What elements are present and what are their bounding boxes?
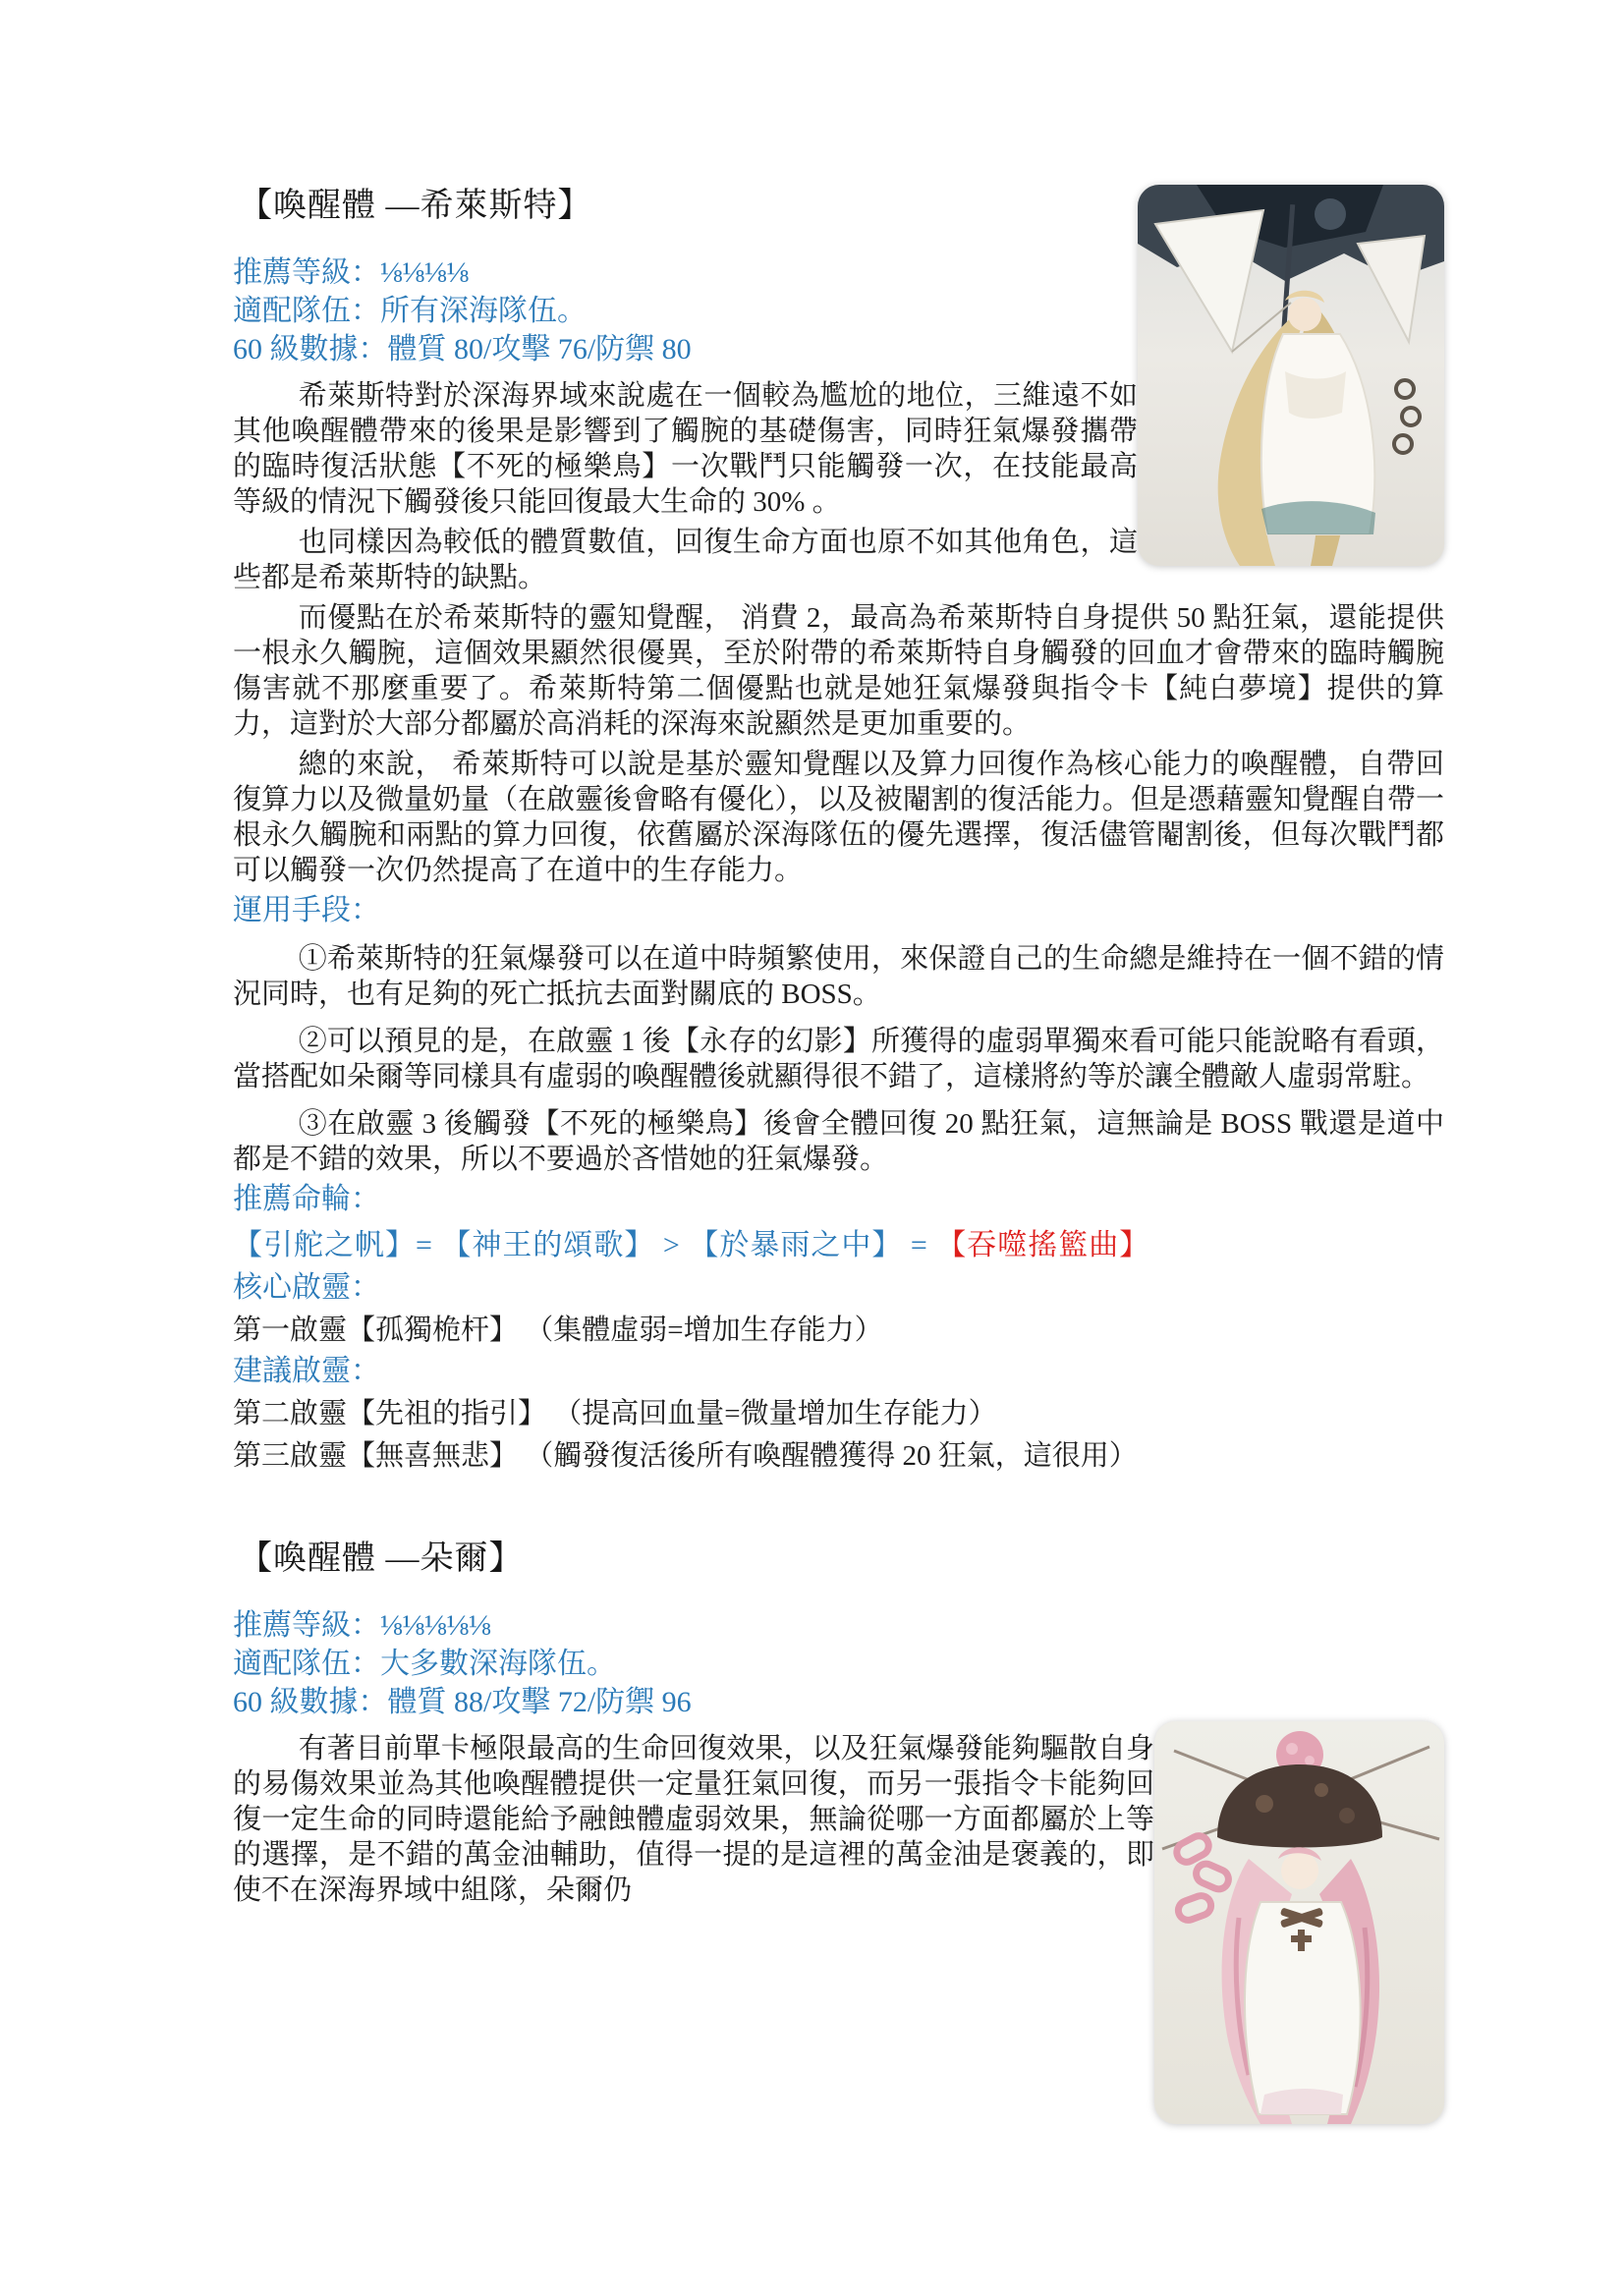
- s1-stats-line: 60 級數據：體質 80/攻擊 76/防禦 80: [233, 333, 692, 365]
- s1-wheel-red-part: 【吞噬搖籃曲】: [936, 1229, 1150, 1261]
- duoer-artwork: [1154, 1721, 1444, 2124]
- s1-wheel-blue-part: 【引舵之帆】= 【神王的頌歌】 > 【於暴雨之中】 =: [233, 1229, 937, 1261]
- section2-title: 【喚醒體 —朵爾】: [239, 1540, 524, 1577]
- s1-paragraph-3: 而優點在於希萊斯特的靈知覺醒， 消費 2，最高為希萊斯特自身提供 50 點狂氣，還能提供一根永久觸腕，這個效果顯然很優異，至於附帶的希萊斯特自身觸發的回血才會帶來的臨時觸腕傷害就不那麼重要了。希萊斯特第二個優點也就是她狂氣爆發與指令卡【純白夢境】提供的算力，這對於大部分都屬於高消耗的深海來說顯然是更加重要的。: [233, 602, 1444, 740]
- s1-awakening-3: 第三啟靈【無喜無悲】 （觸發復活後所有喚醒體獲得 20 狂氣，這很用）: [233, 1440, 1138, 1472]
- s1-usage-point-1: ①希萊斯特的狂氣爆發可以在道中時頻繁使用，來保證自己的生命總是維持在一個不錯的情況同時，也有足夠的死亡抵抗去面對關底的 BOSS。: [233, 943, 1444, 1010]
- s2-rating-line: 推薦等級：⅛⅛⅛⅛⅛: [233, 1609, 491, 1642]
- hilaiste-artwork: [1138, 185, 1444, 566]
- s1-wheel-label: 推薦命輪：: [233, 1183, 380, 1215]
- s1-rating-line: 推薦等級：⅛⅛⅛⅛: [233, 256, 469, 289]
- s1-usage-label: 運用手段：: [233, 894, 380, 926]
- s2-stats-line: 60 級數據：體質 88/攻擊 72/防禦 96: [233, 1686, 692, 1718]
- s1-usage-point-2: ②可以預見的是，在啟靈 1 後【永存的幻影】所獲得的虛弱單獨來看可能只能說略有看頭， 當搭配如朵爾等同樣具有虛弱的喚醒體後就顯得很不錯了，這樣將約等於讓全體敵人虛弱常駐。: [233, 1026, 1444, 1092]
- s1-awakening-2: 第二啟靈【先祖的指引】 （提高回血量=微量增加生存能力）: [233, 1398, 997, 1429]
- s1-core-label: 核心啟靈：: [233, 1271, 380, 1304]
- section1-title: 【喚醒體 —希萊斯特】: [239, 188, 592, 224]
- s1-paragraph-4: 總的來說， 希萊斯特可以說是基於靈知覺醒以及算力回復作為核心能力的喚醒體，自帶回復算力以及微量奶量（在啟靈後會略有優化），以及被閹割的復活能力。但是憑藉靈知覺醒自帶一根永久觸腕和兩點的算力回復，依舊屬於深海隊伍的優先選擇，復活儘管閹割後，但每次戰鬥都可以觸發一次仍然提高了在道中的生存能力。: [233, 749, 1444, 886]
- s1-paragraph-1: 希萊斯特對於深海界域來說處在一個較為尷尬的地位，三維遠不如其他喚醒體帶來的後果是影響到了觸腕的基礎傷害，同時狂氣爆發攜帶的臨時復活狀態【不死的極樂鳥】一次戰鬥只能觸發一次，在技能最高等級的情況下觸發後只能回復最大生命的 30% 。: [233, 380, 1138, 518]
- s1-usage-point-3: ③在啟靈 3 後觸發【不死的極樂鳥】後會全體回復 20 點狂氣，這無論是 BOSS 戰還是道中都是不錯的效果，所以不要過於吝惜她的狂氣爆發。: [233, 1108, 1444, 1175]
- s1-wheel-ranking: [233, 1226, 1444, 1265]
- s1-team-line: 適配隊伍：所有深海隊伍。: [233, 295, 587, 327]
- s1-core-awakening-1: 第一啟靈【孤獨桅杆】 （集體虛弱=增加生存能力）: [233, 1315, 883, 1346]
- s2-team-line: 適配隊伍：大多數深海隊伍。: [233, 1648, 616, 1680]
- s1-paragraph-2: 也同樣因為較低的體質數值，回復生命方面也原不如其他角色，這些都是希萊斯特的缺點。: [233, 527, 1138, 593]
- s1-suggest-label: 建議啟靈：: [233, 1355, 380, 1387]
- hilaiste-illustration: [1138, 185, 1444, 566]
- duoer-illustration: [1154, 1721, 1444, 2124]
- s2-paragraph-1: 有著目前單卡極限最高的生命回復效果，以及狂氣爆發能夠驅散自身的易傷效果並為其他喚醒體提供一定量狂氣回復，而另一張指令卡能夠回復一定生命的同時還能給予融蝕體虛弱效果，無論從哪一方面都屬於上等的選擇，是不錯的萬金油輔助，值得一提的是這裡的萬金油是褒義的，即使不在深海界域中組隊，朵爾仍: [233, 1733, 1154, 1906]
- document-content: [233, 0, 1444, 2124]
